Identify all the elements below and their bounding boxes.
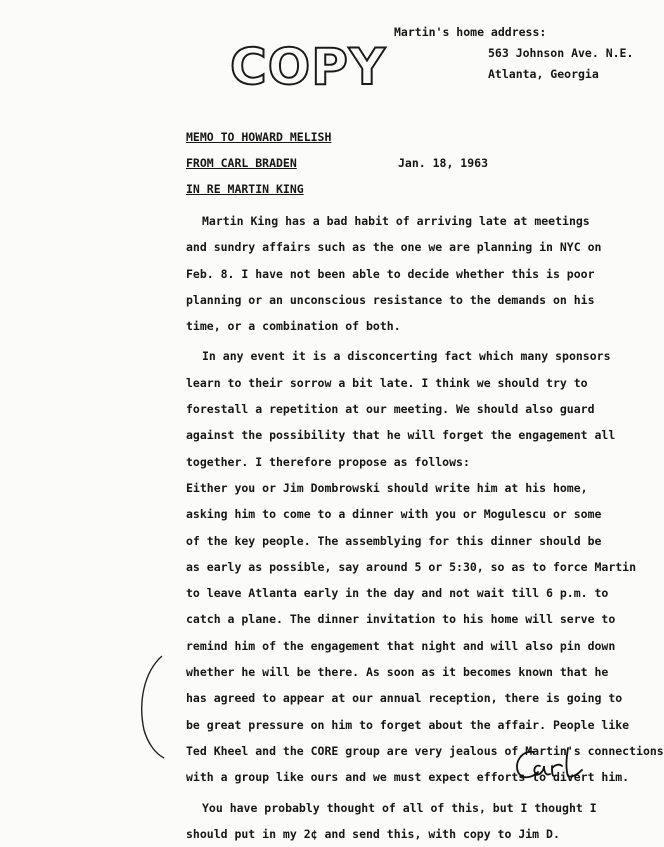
body-line: asking him to come to a dinner with you or Mogulescu or some <box>186 507 602 522</box>
body-line: should put in my 2¢ and send this, with copy to Jim D. <box>186 826 560 841</box>
copy-stamp-text: COPY <box>230 38 387 96</box>
body-line: Feb. 8. I have not been able to decide whether this is poor <box>186 266 595 281</box>
memo-to: MEMO TO HOWARD MELISH <box>186 130 332 144</box>
body-line: learn to their sorrow a bit late. I think we should try to <box>186 375 588 390</box>
address-label: Martin's home address: <box>394 25 547 39</box>
body-line: You have probably thought of all of this, but I thought I <box>202 800 597 815</box>
address-city: Atlanta, Georgia <box>488 67 599 81</box>
copy-stamp <box>228 34 387 96</box>
home-address-block <box>394 22 633 85</box>
memo-body <box>186 208 664 847</box>
body-line: be great pressure on him to forget about the affair. People like <box>186 717 630 732</box>
body-line: planning or an unconscious resistance to the demands on his <box>186 292 595 307</box>
body-line: has agreed to appear at our annual reception, there is going to <box>186 691 623 706</box>
body-line: as early as possible, say around 5 or 5:30, so as to force Martin <box>186 559 637 574</box>
memo-re: IN RE MARTIN KING <box>186 182 304 196</box>
body-line: In any event it is a disconcerting fact which many sponsors <box>202 349 611 364</box>
body-line: with a group like ours and we must expect efforts to divert him. <box>186 770 630 785</box>
body-line: forestall a repetition at our meeting. We should also guard <box>186 402 595 417</box>
body-line: remind him of the engagement that night and will also pin down <box>186 638 616 653</box>
address-street: 563 Johnson Ave. N.E. <box>488 46 634 60</box>
body-line: catch a plane. The dinner invitation to his home will serve to <box>186 612 616 627</box>
body-line: of the key people. The assemblying for this dinner should be <box>186 533 602 548</box>
body-line: together. I therefore propose as follows: <box>186 454 470 469</box>
body-line: and sundry affairs such as the one we are planning in NYC on <box>186 240 602 255</box>
body-line: whether he will be there. As soon as it becomes known that he <box>186 665 609 680</box>
body-line: against the possibility that he will forget the engagement all <box>186 428 616 443</box>
memo-from: FROM CARL BRADEN <box>186 156 297 170</box>
body-line: time, or a combination of both. <box>186 319 401 334</box>
body-line: Ted Kheel and the CORE group are very jealous of Martin's connections <box>186 743 664 758</box>
margin-bracket-mark <box>130 652 170 762</box>
body-line: Martin King has a bad habit of arriving late at meetings <box>202 214 590 228</box>
body-line: Either you or Jim Dombrowski should write him at his home, <box>186 480 588 495</box>
body-line: to leave Atlanta early in the day and not wait till 6 p.m. to <box>186 586 609 601</box>
memo-date: Jan. 18, 1963 <box>398 156 489 170</box>
